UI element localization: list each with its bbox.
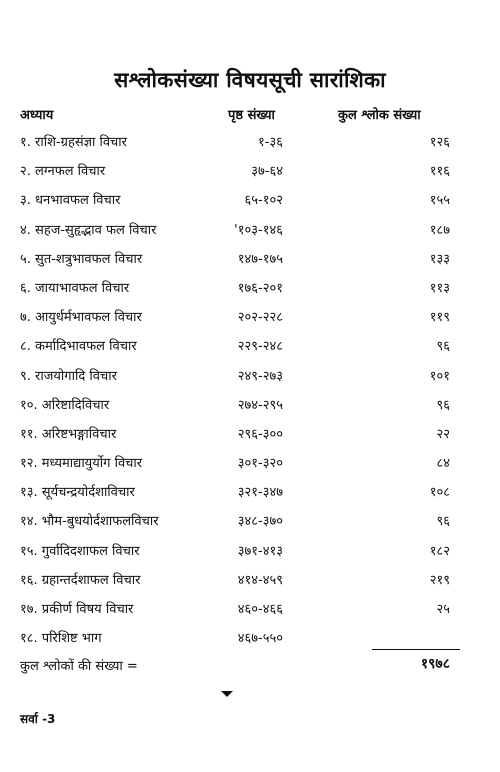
table-row	[0, 222, 500, 251]
page-range: ३७-६४	[251, 164, 283, 180]
page-range: २४९-२७३	[237, 368, 283, 384]
total-divider	[372, 649, 460, 650]
page-range: ३४८-३७०	[237, 514, 283, 530]
chapter-name: ९. राजयोगादि विचार	[20, 368, 117, 384]
column-header-page-number: पृष्ठ संख्या	[228, 108, 275, 123]
page-range: '१०३-१४६	[234, 222, 283, 238]
chapter-name: १०. अरिष्टादिविचार	[20, 397, 110, 413]
footer-signature: सर्वा -3	[20, 712, 56, 726]
table-row	[0, 543, 500, 572]
chapter-name: ८. कर्मादिभावफल विचार	[20, 339, 137, 355]
verse-count: १२६	[429, 135, 450, 150]
page-range: ३०१-३२०	[237, 456, 283, 472]
table-row	[0, 338, 500, 367]
chapter-name: १७. प्रकीर्ण विषय विचार	[20, 602, 134, 617]
verse-count: ९६	[436, 339, 450, 355]
verse-count: ११६	[429, 164, 450, 180]
chapter-name: १६. ग्रहान्तर्दशाफल विचार	[20, 572, 141, 588]
chapter-name: १२. मध्यमाद्यायुर्योग विचार	[20, 456, 143, 472]
verse-count: १५५	[429, 193, 450, 209]
page-range: ६५-१०२	[244, 193, 283, 209]
table-row	[0, 513, 500, 542]
page-range: २०२-२२८	[237, 310, 283, 326]
column-header-chapter: अध्याय	[20, 108, 54, 123]
chapter-name: १८. परिशिष्ट भाग	[20, 631, 102, 647]
page-range: १७६-२०१	[237, 280, 283, 296]
table-row	[0, 426, 500, 455]
verse-count: ९६	[436, 514, 450, 530]
page-range: ४६०-४६६	[237, 602, 283, 617]
page-range: १४७-१७५	[237, 251, 283, 267]
verse-count: १०८	[429, 485, 450, 501]
table-row	[0, 572, 500, 601]
page-range: ४६७-५५०	[237, 631, 283, 647]
column-header-verse-count: कुल श्लोक संख्या	[338, 108, 421, 123]
table-row	[0, 484, 500, 513]
chapter-name: ५. सुत-शत्रुभावफल विचार	[20, 251, 143, 267]
chapter-name: २. लग्नफल विचार	[20, 164, 106, 180]
verse-count: ११९	[429, 310, 450, 326]
table-row	[0, 163, 500, 192]
chapter-name: १४. भौम-बुधयोर्दशाफलविचार	[20, 514, 159, 530]
verse-count: २५	[436, 602, 450, 617]
table-row	[0, 309, 500, 338]
table-row	[0, 192, 500, 221]
table-row	[0, 280, 500, 309]
chapter-name: ७. आयुर्धर्मभावफल विचार	[20, 310, 142, 326]
verse-count: १३३	[429, 251, 450, 267]
verse-count: २१९	[429, 572, 450, 588]
table-row	[0, 455, 500, 484]
chapter-name: १. राशि-ग्रहसंज्ञा विचार	[20, 135, 127, 150]
chapter-name: ३. धनभावफल विचार	[20, 193, 121, 209]
chapter-name: १३. सूर्यचन्द्रयोर्दशाविचार	[20, 485, 135, 501]
contents-table	[0, 134, 500, 659]
page-range: २२९-२४८	[237, 339, 283, 355]
verse-count: १८७	[429, 222, 450, 238]
verse-count: ९६	[436, 397, 450, 413]
page-title: सश्लोकसंख्या विषयसूची सारांशिका	[114, 68, 386, 92]
table-row	[0, 397, 500, 426]
table-row	[0, 251, 500, 280]
verse-count: १८२	[429, 543, 450, 559]
total-label: कुल श्लोकों की संख्या =	[20, 659, 138, 674]
page-range: ३७१-४१३	[237, 543, 283, 559]
chapter-name: ४. सहज-सुहृद्भाव फल विचार	[20, 222, 157, 238]
chapter-name: ६. जायाभावफल विचार	[20, 280, 130, 296]
verse-count: २२	[436, 426, 450, 442]
verse-count: ८४	[436, 456, 450, 472]
table-row	[0, 134, 500, 163]
page-range: ४१४-४५९	[237, 572, 283, 588]
verse-count: १०१	[429, 368, 450, 384]
down-triangle-icon	[221, 691, 233, 697]
page-range: २७४-२९५	[237, 397, 283, 413]
chapter-name: ११. अरिष्टभङ्गाविचार	[20, 426, 117, 442]
table-row	[0, 601, 500, 630]
page-range: १-३६	[258, 135, 283, 150]
page-range: २९६-३००	[237, 426, 283, 442]
chapter-name: १५. गुर्वादिदशाफल विचार	[20, 543, 140, 559]
total-value: १९७८	[420, 656, 450, 672]
table-row	[0, 368, 500, 397]
verse-count: ११३	[429, 280, 450, 296]
page-range: ३२१-३४७	[237, 485, 283, 501]
